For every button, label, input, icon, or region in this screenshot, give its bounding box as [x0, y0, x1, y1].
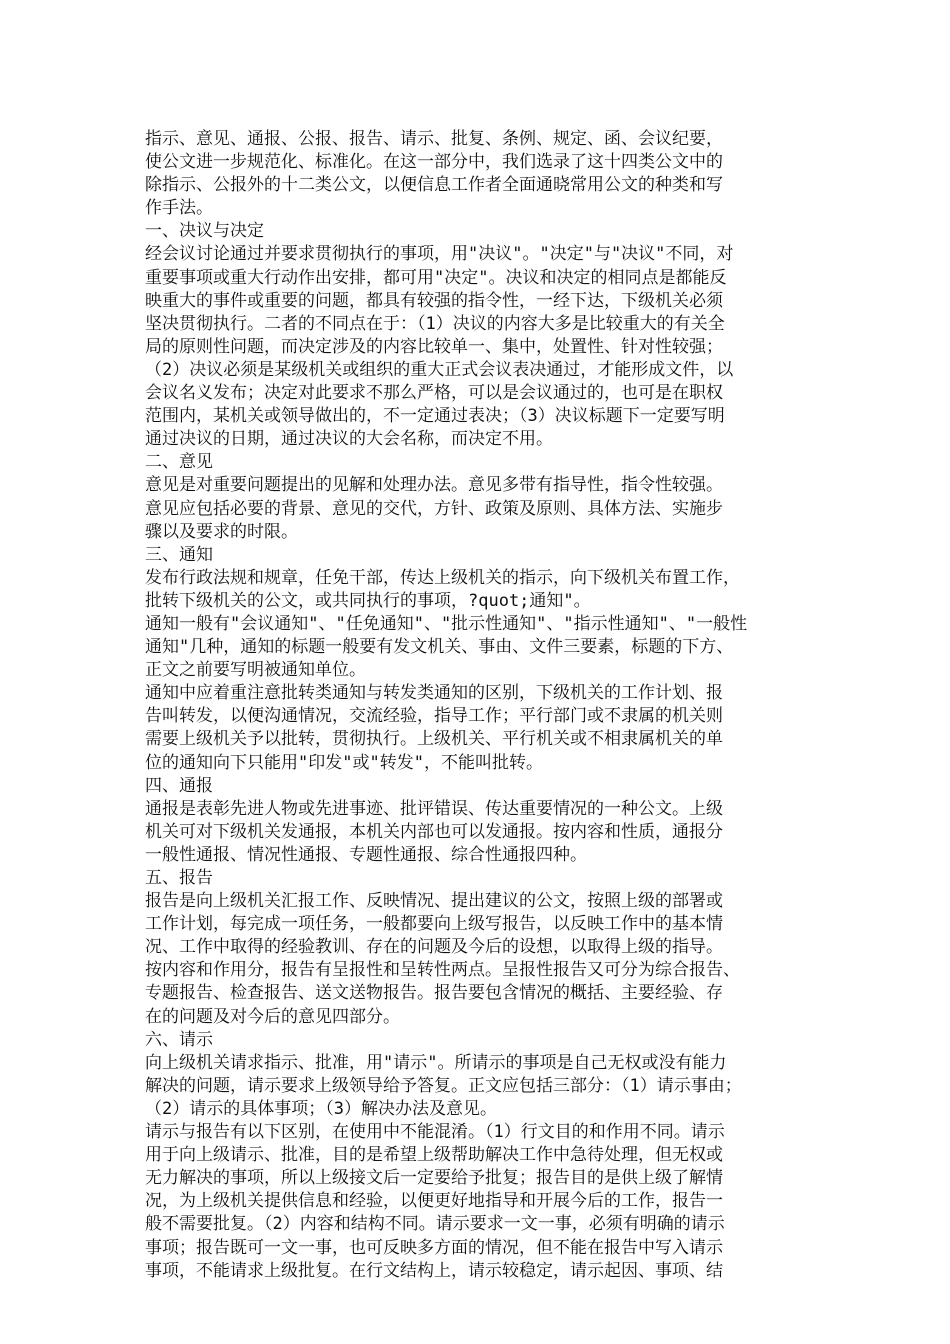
section-heading: 五、报告 — [145, 868, 213, 888]
text-line: 意见是对重要问题提出的见解和处理办法。意见多带有指导性，指令性较强。 — [145, 475, 723, 496]
text-line: 事项；报告既可一文一事，也可反映多方面的情况，但不能在报告中写入请示 — [145, 1237, 723, 1258]
text-line: 意见应包括必要的背景、意见的交代，方针、政策及原则、具体方法、实施步 — [145, 498, 723, 519]
text-line: 坚决贯彻执行。二者的不同点在于：（1）决议的内容大多是比较重大的有关全 — [145, 313, 725, 334]
text-line: 专题报告、检查报告、送文送物报告。报告要包含情况的概括、主要经验、存 — [145, 983, 723, 1004]
text-line: 无力解决的事项，所以上级接文后一定要给予批复；报告目的是供上级了解情 — [145, 1168, 723, 1189]
text-line: 通过决议的日期，通过决议的大会名称，而决定不用。 — [145, 429, 553, 450]
text-line: 向上级机关请求指示、批准，用"请示"。所请示的事项是自己无权或没有能力 — [145, 1052, 727, 1073]
text-line: 般不需要批复。（2）内容和结构不同。请示要求一文一事，必须有明确的请示 — [145, 1214, 725, 1235]
text-line: 批转下级机关的公文，或共同执行的事项，?quot;通知"。 — [145, 590, 591, 611]
text-line: 况，为上级机关提供信息和经验，以便更好地指导和开展今后的工作，报告一 — [145, 1191, 723, 1212]
text-line: 通知一般有"会议通知"、"任免通知"、"批示性通知"、"指示性通知"、"一般性 — [145, 613, 748, 634]
text-line: 发布行政法规和规章，任免干部，传达上级机关的指示，向下级机关布置工作， — [145, 567, 740, 588]
text-line: 位的通知向下只能用"印发"或"转发"，不能叫批转。 — [145, 752, 543, 773]
text-line: 用于向上级请示、批准，目的是希望上级帮助解决工作中急待处理，但无权或 — [145, 1145, 723, 1166]
text-line: 作手法。 — [145, 198, 213, 219]
text-line: 告叫转发，以便沟通情况，交流经验，指导工作；平行部门或不隶属的机关则 — [145, 706, 723, 727]
text-line: 骤以及要求的时限。 — [145, 521, 298, 542]
text-line: 需要上级机关予以批转，贯彻执行。上级机关、平行机关或不相隶属机关的单 — [145, 729, 723, 750]
text-line: 事项，不能请求上级批复。在行文结构上，请示较稳定，请示起因、事项、结 — [145, 1260, 723, 1281]
text-line: 会议名义发布；决定对此要求不那么严格，可以是会议通过的，也可是在职权 — [145, 383, 723, 404]
text-line: 指示、意见、通报、公报、报告、请示、批复、条例、规定、函、会议纪要， — [145, 129, 723, 149]
text-line: 使公文进一步规范化、标准化。在这一部分中，我们选录了这十四类公文中的 — [145, 152, 723, 173]
document-body — [145, 128, 810, 1283]
text-line: 报告是向上级机关汇报工作、反映情况、提出建议的公文，按照上级的部署或 — [145, 891, 723, 912]
text-line: 经会议讨论通过并要求贯彻执行的事项，用"决议"。"决定"与"决议"不同，对 — [145, 244, 734, 265]
text-line: 通报是表彰先进人物或先进事迹、批评错误、传达重要情况的一种公文。上级 — [145, 798, 723, 819]
text-line: 通知"几种，通知的标题一般要有发文机关、事由、文件三要素，标题的下方、 — [145, 637, 734, 658]
section-heading: 三、通知 — [145, 544, 213, 565]
text-line: 在的问题及对今后的意见四部分。 — [145, 1006, 400, 1027]
section-heading: 一、决议与决定 — [145, 221, 264, 242]
text-line: 按内容和作用分，报告有呈报性和呈转性两点。呈报性报告又可分为综合报告、 — [145, 960, 740, 981]
section-heading: 六、请示 — [145, 1029, 213, 1050]
text-line: 正文之前要写明被通知单位。 — [145, 660, 366, 681]
text-line: 工作计划，每完成一项任务，一般都要向上级写报告，以反映工作中的基本情 — [145, 914, 723, 935]
section-heading: 四、通报 — [145, 775, 213, 796]
text-line: 除指示、公报外的十二类公文，以便信息工作者全面通晓常用公文的种类和写 — [145, 175, 723, 196]
text-line: （2）请示的具体事项；（3）解决办法及意见。 — [145, 1098, 497, 1119]
text-line: 请示与报告有以下区别，在使用中不能混淆。（1）行文目的和作用不同。请示 — [145, 1122, 725, 1143]
section-heading: 二、意见 — [145, 452, 213, 473]
text-line: 重要事项或重大行动作出安排，都可用"决定"。决议和决定的相同点是都能反 — [145, 267, 727, 288]
text-line: （2）决议必须是某级机关或组织的重大正式会议表决通过，才能形成文件，以 — [145, 359, 734, 380]
text-line: 通知中应着重注意批转类通知与转发类通知的区别，下级机关的工作计划、报 — [145, 683, 723, 704]
text-line: 机关可对下级机关发通报，本机关内部也可以发通报。按内容和性质，通报分 — [145, 821, 723, 842]
text-line: 映重大的事件或重要的问题，都具有较强的指令性，一经下达，下级机关必须 — [145, 290, 723, 311]
text-line: 解决的问题，请示要求上级领导给予答复。正文应包括三部分：（1）请示事由； — [145, 1075, 742, 1096]
text-line: 一般性通报、情况性通报、专题性通报、综合性通报四种。 — [145, 844, 587, 865]
text-line: 况、工作中取得的经验教训、存在的问题及今后的设想，以取得上级的指导。 — [145, 937, 723, 958]
text-line: 局的原则性问题，而决定涉及的内容比较单一、集中，处置性、针对性较强； — [145, 336, 723, 357]
text-line: 范围内，某机关或领导做出的，不一定通过表决；（3）决议标题下一定要写明 — [145, 406, 725, 427]
